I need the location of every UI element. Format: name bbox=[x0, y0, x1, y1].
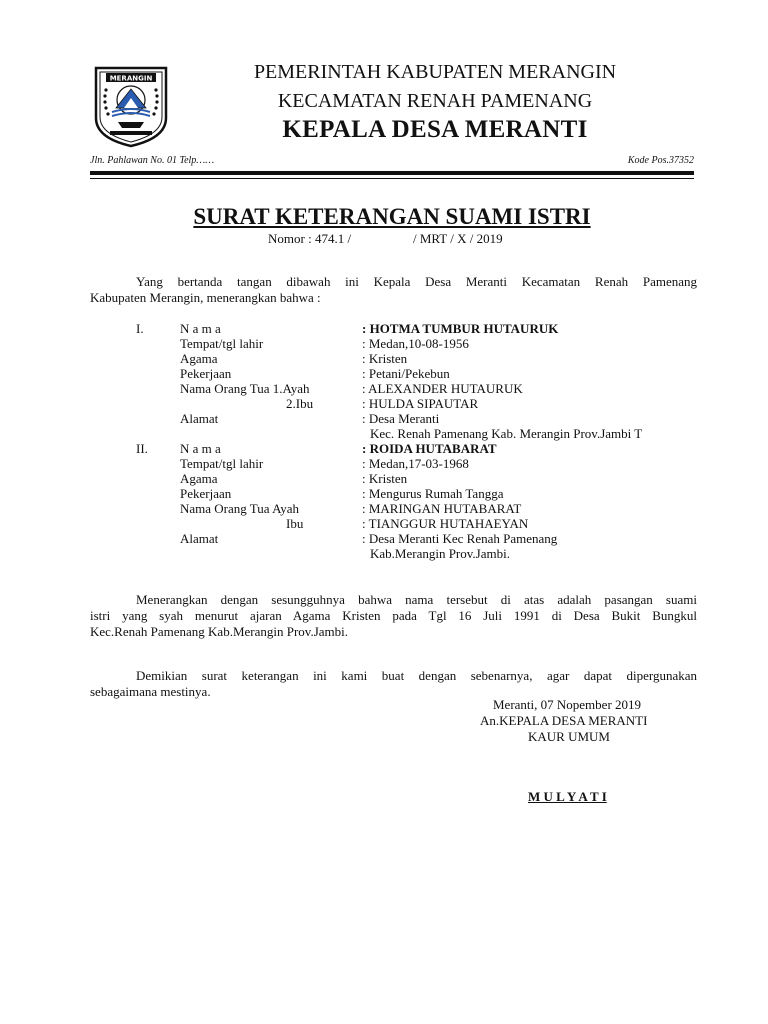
person2-address-line2: Kab.Merangin Prov.Jambi. bbox=[370, 546, 510, 561]
person2-address-line1: : Desa Meranti Kec Renah Pamenang bbox=[362, 531, 558, 546]
statement-line: istri yang syah menurut ajaran Agama Kristen pada Tgl 16 Juli 1991 di Desa Bukit Bungkul bbox=[90, 608, 697, 623]
person2-address-label: Alamat bbox=[180, 531, 219, 546]
letter-number-suffix: / MRT / X / 2019 bbox=[413, 231, 503, 246]
person2-birth: : Medan,17-03-1968 bbox=[362, 456, 469, 471]
person1-birth-label: Tempat/tgl lahir bbox=[180, 336, 264, 351]
intro-line: Yang bertanda tangan dibawah ini Kepala Desa Meranti Kecamatan Renah Pamenang bbox=[136, 274, 697, 289]
person1-job-label: Pekerjaan bbox=[180, 366, 232, 381]
person2-religion-label: Agama bbox=[180, 471, 218, 486]
person1-address-line2: Kec. Renah Pamenang Kab. Merangin Prov.Jambi T bbox=[370, 426, 643, 441]
person2-birth-label: Tempat/tgl lahir bbox=[180, 456, 264, 471]
intro-line: Kabupaten Merangin, menerangkan bahwa : bbox=[90, 290, 321, 305]
person2-job: : Mengurus Rumah Tangga bbox=[362, 486, 504, 501]
header-district: KECAMATAN RENAH PAMENANG bbox=[277, 90, 593, 112]
person1-birth: : Medan,10-08-1956 bbox=[362, 336, 469, 351]
statement-paragraph bbox=[90, 592, 697, 640]
person2-religion: : Kristen bbox=[362, 471, 408, 486]
person1-name: : HOTMA TUMBUR HUTAURUK bbox=[362, 321, 559, 336]
person1-address-line1: : Desa Meranti bbox=[362, 411, 440, 426]
person2-name-label: N a m a bbox=[180, 441, 221, 456]
merangin-regency-logo bbox=[88, 62, 174, 148]
person1-mother-label: 2.Ibu bbox=[286, 396, 314, 411]
header-village-head: KEPALA DESA MERANTI bbox=[282, 116, 588, 143]
header-postcode: Kode Pos.37352 bbox=[627, 155, 694, 166]
header-address: Jln. Pahlawan No. 01 Telp…… bbox=[90, 155, 215, 166]
person1-name-label: N a m a bbox=[180, 321, 221, 336]
signature-place-date: Meranti, 07 Nopember 2019 bbox=[493, 697, 642, 712]
person2-number: II. bbox=[136, 441, 148, 456]
header-government: PEMERINTAH KABUPATEN MERANGIN bbox=[253, 61, 617, 83]
person2-father: : MARINGAN HUTABARAT bbox=[362, 501, 522, 516]
person2-name: : ROIDA HUTABARAT bbox=[362, 441, 497, 456]
person1-number: I. bbox=[136, 321, 144, 336]
person1-job: : Petani/Pekebun bbox=[362, 366, 450, 381]
person1-mother: : HULDA SIPAUTAR bbox=[362, 396, 479, 411]
letter-number-label: Nomor : 474.1 / bbox=[268, 231, 352, 246]
signature-role-2: KAUR UMUM bbox=[528, 729, 610, 744]
person2-father-label: Nama Orang Tua Ayah bbox=[180, 501, 300, 516]
closing-paragraph bbox=[90, 668, 697, 700]
logo-lettering: MERANGIN bbox=[109, 74, 153, 83]
signature-role-1: An.KEPALA DESA MERANTI bbox=[480, 713, 648, 728]
signature-name: M U L Y A T I bbox=[528, 789, 607, 804]
statement-line: Menerangkan dengan sesungguhnya bahwa nama tersebut di atas adalah pasangan suami bbox=[136, 592, 697, 607]
person2-mother: : TIANGGUR HUTAHAEYAN bbox=[362, 516, 529, 531]
letter-title: SURAT KETERANGAN SUAMI ISTRI bbox=[193, 204, 591, 229]
statement-line: Kec.Renah Pamenang Kab.Merangin Prov.Jambi. bbox=[90, 624, 349, 639]
closing-line: sebagaimana mestinya. bbox=[90, 684, 211, 699]
person1-address-label: Alamat bbox=[180, 411, 219, 426]
header-rule-thick bbox=[90, 171, 694, 175]
person2-mother-label: Ibu bbox=[286, 516, 304, 531]
closing-line: Demikian surat keterangan ini kami buat dengan sebenarnya, agar dapat dipergunakan bbox=[136, 668, 697, 683]
person2-job-label: Pekerjaan bbox=[180, 486, 232, 501]
intro-paragraph bbox=[90, 274, 697, 306]
person1-religion: : Kristen bbox=[362, 351, 408, 366]
person1-religion-label: Agama bbox=[180, 351, 218, 366]
person1-father: : ALEXANDER HUTAURUK bbox=[362, 381, 523, 396]
header-rule-thin bbox=[90, 178, 694, 179]
person1-father-label: Nama Orang Tua 1.Ayah bbox=[180, 381, 310, 396]
